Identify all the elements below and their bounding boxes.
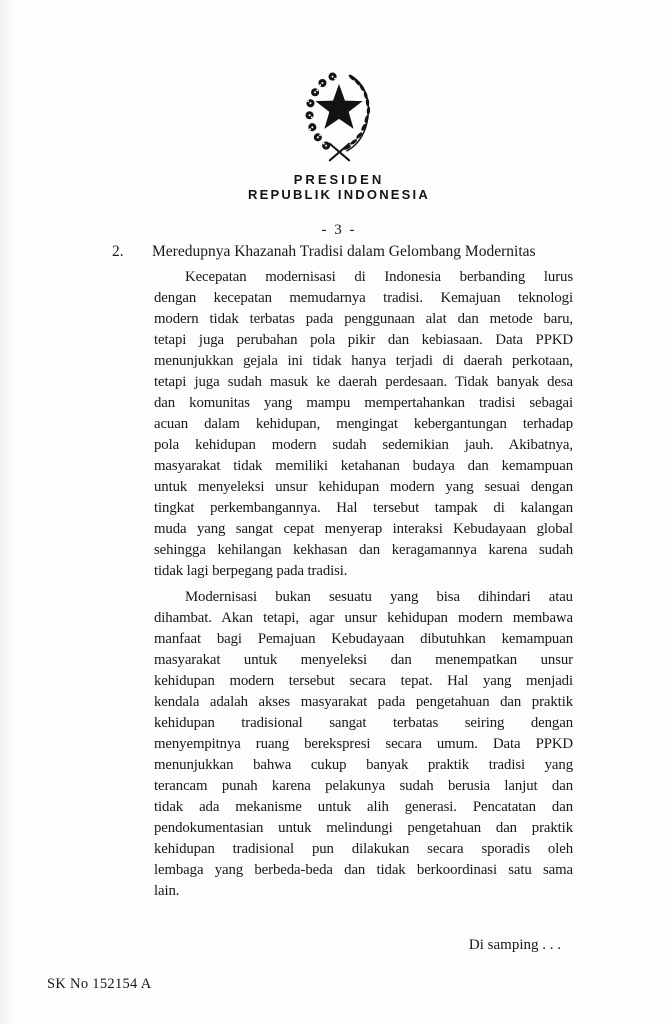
paragraph-line: pendokumentasian untuk melindungi pengetahuan dan praktik <box>154 820 573 836</box>
paragraph-line: menunjukkan gejala ini tidak hanya terjadi di daerah perkotaan, <box>154 353 573 369</box>
crossed-stems <box>330 144 349 161</box>
section-title: Meredupnya Khazanah Tradisi dalam Gelombang Modernitas <box>152 243 536 260</box>
doc-code: SK No 152154 A <box>47 976 152 992</box>
paragraph-line: acuan dalam kehidupan, mengingat kebergantungan terhadap <box>154 416 573 432</box>
paragraph-line: muda yang sangat cepat menyerap interaksi Kebudayaan global <box>154 521 573 537</box>
paragraph-line: masyarakat untuk menyeleksi dan menempatkan unsur <box>154 652 573 668</box>
paragraph-line: dan komunitas yang mampu mempertahankan tradisi sebagai <box>154 395 573 411</box>
paragraph-line: kehidupan tradisional sangat terbatas seiring dengan <box>154 715 573 731</box>
paragraph-line: untuk menyeleksi unsur kehidupan modern yang sesuai dengan <box>154 479 573 495</box>
paragraph-line: sehingga kehilangan kekhasan dan keragamannya karena sudah <box>154 542 573 558</box>
paragraph-line: dengan kecepatan memudarnya tradisi. Kemajuan teknologi <box>154 290 573 306</box>
paragraph-line: menyempitnya ruang berekspresi secara umum. Data PPKD <box>154 736 573 752</box>
paragraph-line: kehidupan modern tersebut secara tepat. Hal yang menjadi <box>154 673 573 689</box>
paragraph-line: modern tidak terbatas pada penggunaan alat dan metode baru, <box>154 311 573 327</box>
continuation-mark: Di samping . . . <box>468 937 561 953</box>
paragraph <box>154 587 573 902</box>
paragraph-line: tingkat perkembangannya. Hal tersebut tampak di kalangan <box>154 500 573 516</box>
paragraph-line: menunjukkan bahwa cukup banyak praktik tradisi yang <box>154 757 573 773</box>
letterhead-republik-indonesia: REPUBLIK INDONESIA <box>248 187 430 202</box>
paragraph <box>154 267 573 582</box>
paragraph-line: tidak ada mekanisme untuk alih generasi. Pencatatan dan <box>154 799 573 815</box>
paragraph-line: Modernisasi bukan sesuatu yang bisa dihindari atau <box>185 589 573 605</box>
paragraph-line: lembaga yang berbeda-beda dan tidak berkoordinasi satu sama <box>154 862 573 878</box>
paragraph-line: tidak lagi berpegang pada tradisi. <box>154 563 348 579</box>
paragraph-line: masyarakat tidak memiliki ketahanan budaya dan kemampuan <box>154 458 573 474</box>
page-number: - 3 - <box>321 222 357 238</box>
paragraph-line: Kecepatan modernisasi di Indonesia berbanding lurus <box>185 269 573 285</box>
paragraph-line: kehidupan tradisional pun dilakukan secara sporadis oleh <box>154 841 573 857</box>
paragraph-line: manfaat bagi Pemajuan Kebudayaan dibutuhkan kemampuan <box>154 631 573 647</box>
body-paragraphs <box>154 267 573 907</box>
paragraph-line: tetapi juga sudah masuk ke daerah perdesaan. Tidak banyak desa <box>154 374 573 390</box>
presidential-star-wreath-seal-icon <box>293 68 385 168</box>
letterhead <box>139 173 539 202</box>
paragraph-line: lain. <box>154 883 180 899</box>
paragraph-line: kendala adalah akses masyarakat pada pengetahuan dan praktik <box>154 694 573 710</box>
letterhead-presiden: PRESIDEN <box>293 172 385 187</box>
section-number: 2. <box>112 243 124 260</box>
paragraph-line: pola kehidupan modern sudah sedemikian jauh. Akibatnya, <box>154 437 573 453</box>
paragraph-line: dihambat. Akan tetapi, agar unsur kehidupan modern membawa <box>154 610 573 626</box>
paragraph-line: tetapi juga perubahan pola pikir dan kebiasaan. Data PPKD <box>154 332 573 348</box>
paragraph-line: terancam punah karena pelakunya sudah berusia lanjut dan <box>154 778 573 794</box>
